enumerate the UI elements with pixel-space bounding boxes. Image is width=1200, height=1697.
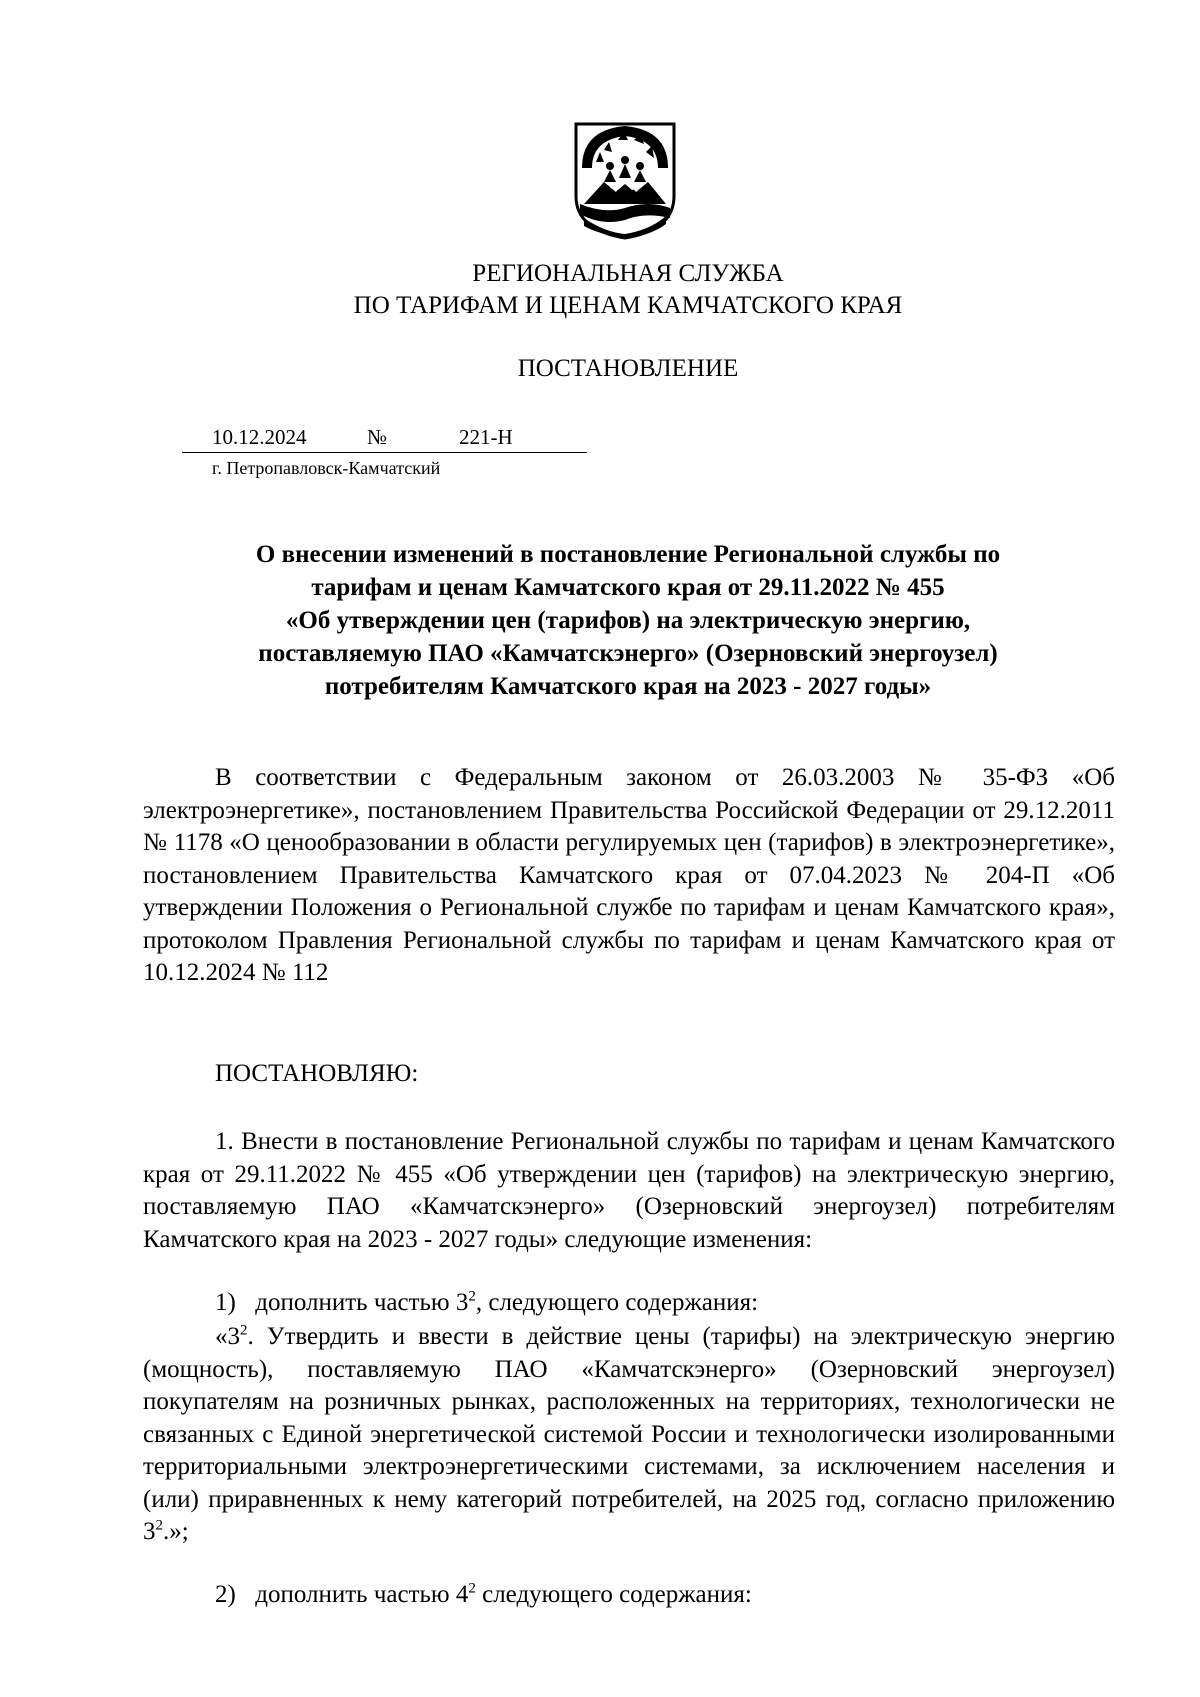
agency-name bbox=[0, 258, 1200, 322]
clause1-paragraph: 1. Внести в постановление Региональной службы по тарифам и ценам Камчатского края от 29.11.2022 № 455 «Об утверждении цен (тарифов) на электрическую энергию, поставляемую ПАО «Камчатскэнерго» (Озерновский энергоузел) потребителям Камчатского края на 2023 - 2027 годы» следующие изменения: bbox=[143, 1128, 1115, 1253]
title-line5: потребителям Камчатского края на 2023 - 2027 годы» bbox=[324, 673, 932, 700]
title-line1: О внесении изменений в постановление Региональной службы по bbox=[255, 541, 1001, 568]
subitem-2-text-after: следующего содержания: bbox=[475, 1581, 752, 1608]
title-line3: «Об утверждении цен (тарифов) на электрическую энергию, bbox=[285, 607, 971, 634]
document-type: ПОСТАНОВЛЕНИЕ bbox=[517, 355, 739, 382]
quote-superscript-1: 2 bbox=[240, 1322, 248, 1339]
subitem-2-number: 2) bbox=[215, 1581, 236, 1608]
quote-close: .»; bbox=[163, 1518, 189, 1545]
quote-text: . Утвердить и ввести в действие цены (тарифы) на электрическую энергию (мощность), поставляемую ПАО «Камчатскэнерго» (Озерновский энергоузел) покупателям на розничных рынках, расположенных на территориях, технологически не связанных с Единой энергетической системой России и технологически изолированными территориальными электроэнергетическими системами, за исключением населения и (или) приравненных к нему категорий потребителей, на 2025 год, согласно приложению 3 bbox=[143, 1323, 1115, 1545]
coat-of-arms-emblem bbox=[574, 108, 676, 240]
subitem-2-superscript: 2 bbox=[468, 1580, 476, 1597]
document-number: 221-Н bbox=[459, 425, 513, 449]
document-date: 10.12.2024 bbox=[212, 425, 307, 449]
document-title bbox=[0, 538, 1200, 703]
title-line4: поставляемую ПАО «Камчатскэнерго» (Озерновский энергоузел) bbox=[258, 640, 998, 667]
quote-block bbox=[143, 1321, 1115, 1549]
preamble-paragraph: В соответствии с Федеральным законом от 26.03.2003 № 35-ФЗ «Об электроэнергетике», постановлением Правительства Российской Федерации от 29.12.2011 № 1178 «О ценообразовании в области регулируемых цен (тарифов) в электроэнергетике», постановлением Правительства Камчатского края от 07.04.2023 № 204-П «Об утверждении Положения о Региональной службе по тарифам и ценам Камчатского края», протоколом Правления Региональной службы по тарифам и ценам Камчатского края от 10.12.2024 № 112 bbox=[143, 764, 1115, 986]
subitem-1-text-before: дополнить частью 3 bbox=[255, 1289, 469, 1316]
number-sign: № bbox=[367, 425, 388, 449]
subitem-2-text-before: дополнить частью 4 bbox=[255, 1581, 469, 1608]
quote-open: «3 bbox=[215, 1323, 240, 1350]
clause1-block bbox=[143, 1126, 1115, 1256]
subitem-2 bbox=[215, 1581, 752, 1609]
resolve-heading: ПОСТАНОВЛЯЮ: bbox=[215, 1060, 419, 1087]
date-number-underline bbox=[182, 452, 587, 453]
subitem-1-text-after: , следующего содержания: bbox=[475, 1289, 759, 1316]
subitem-1 bbox=[215, 1289, 758, 1317]
preamble-block bbox=[143, 762, 1115, 990]
quote-paragraph bbox=[143, 1321, 1115, 1549]
agency-name-line1: РЕГИОНАЛЬНАЯ СЛУЖБА bbox=[472, 260, 784, 287]
date-number-row bbox=[182, 425, 587, 453]
subitem-1-superscript: 2 bbox=[468, 1288, 476, 1305]
agency-name-line2: ПО ТАРИФАМ И ЦЕНАМ КАМЧАТСКОГО КРАЯ bbox=[353, 292, 903, 319]
title-line2: тарифам и ценам Камчатского края от 29.11.2022 № 455 bbox=[311, 574, 945, 601]
quote-superscript-2: 2 bbox=[155, 1517, 163, 1534]
subitem-1-number: 1) bbox=[215, 1289, 236, 1316]
city-name: г. Петропавловск-Камчатский bbox=[212, 458, 441, 478]
